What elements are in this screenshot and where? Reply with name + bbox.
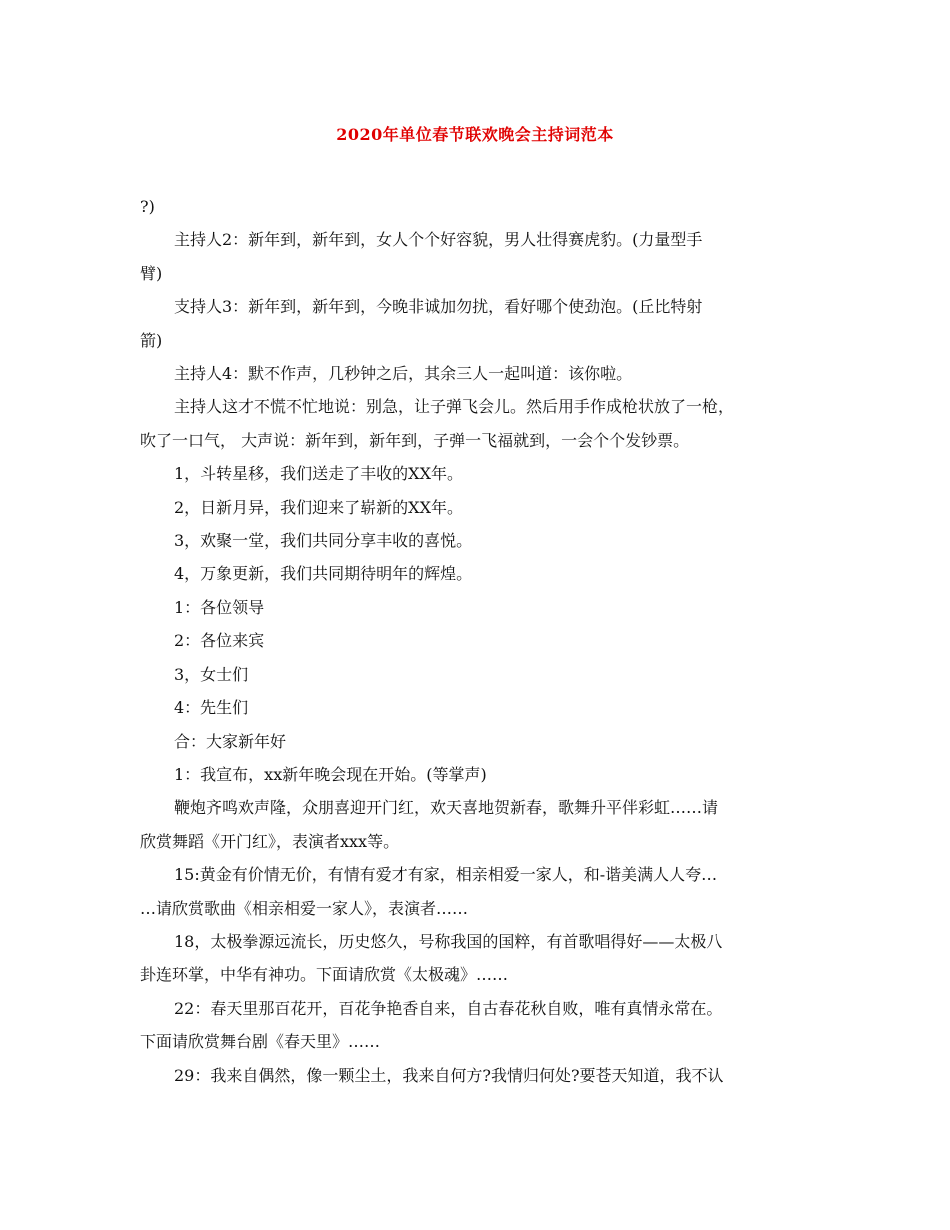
paragraph-line: 3，女士们	[174, 664, 249, 684]
document-body	[140, 190, 816, 1092]
paragraph-line: 臂)	[140, 263, 163, 283]
paragraph-line: 18，太极拳源远流长，历史悠久，号称我国的国粹，有首歌唱得好——太极八	[174, 931, 723, 951]
paragraph-line: 主持人4：默不作声，几秒钟之后，其余三人一起叫道：该你啦。	[174, 364, 633, 384]
paragraph-line: 2，日新月异，我们迎来了崭新的XX年。	[174, 497, 463, 517]
paragraph-line: 2：各位来宾	[174, 631, 265, 651]
paragraph-line: …请欣赏歌曲《相亲相爱一家人》，表演者……	[140, 898, 469, 918]
paragraph-line: 下面请欣赏舞台剧《春天里》……	[140, 1032, 381, 1052]
paragraph-line: 鞭炮齐鸣欢声隆，众朋喜迎开门红，欢天喜地贺新春，歌舞升平伴彩虹……请	[174, 798, 719, 818]
paragraph-line: 合：大家新年好	[174, 731, 287, 751]
paragraph-line: 1：我宣布，xx新年晚会现在开始。(等掌声)	[174, 764, 487, 784]
paragraph-line: 欣赏舞蹈《开门红》，表演者xxx等。	[140, 831, 400, 851]
paragraph-line: 主持人这才不慌不忙地说：别急，让子弹飞会儿。然后用手作成枪状放了一枪，	[174, 397, 735, 417]
paragraph-line: 箭)	[140, 330, 163, 350]
paragraph-line: 1，斗转星移，我们送走了丰收的XX年。	[174, 464, 463, 484]
paragraph-line: 15:黄金有价情无价，有情有爱才有家，相亲相爱一家人，和-谐美满人人夸…	[174, 865, 718, 885]
paragraph-line: 支持人3：新年到，新年到，今晚非诚加勿扰，看好哪个使劲泡。(丘比特射	[174, 297, 703, 317]
paragraph-line: 4，万象更新，我们共同期待明年的辉煌。	[174, 564, 473, 584]
paragraph-line: 22：春天里那百花开，百花争艳香自来，自古春花秋自败，唯有真情永常在。	[174, 998, 723, 1018]
paragraph-line: 主持人2：新年到，新年到，女人个个好容貌，男人壮得赛虎豹。(力量型手	[174, 230, 703, 250]
paragraph-line: ?)	[140, 197, 155, 216]
paragraph-line: 4：先生们	[174, 698, 249, 718]
paragraph-line: 卦连环掌，中华有神功。下面请欣赏《太极魂》……	[140, 965, 509, 985]
paragraph-line: 3，欢聚一堂，我们共同分享丰收的喜悦。	[174, 531, 473, 551]
paragraph-line: 1：各位领导	[174, 597, 265, 617]
paragraph-line: 29：我来自偶然，像一颗尘土，我来自何方?我情归何处?要苍天知道，我不认	[174, 1065, 724, 1085]
paragraph-line: 吹了一口气， 大声说：新年到，新年到，子弹一飞福就到，一会个个发钞票。	[140, 430, 690, 450]
document-title: 2020年单位春节联欢晚会主持词范本	[336, 125, 614, 144]
